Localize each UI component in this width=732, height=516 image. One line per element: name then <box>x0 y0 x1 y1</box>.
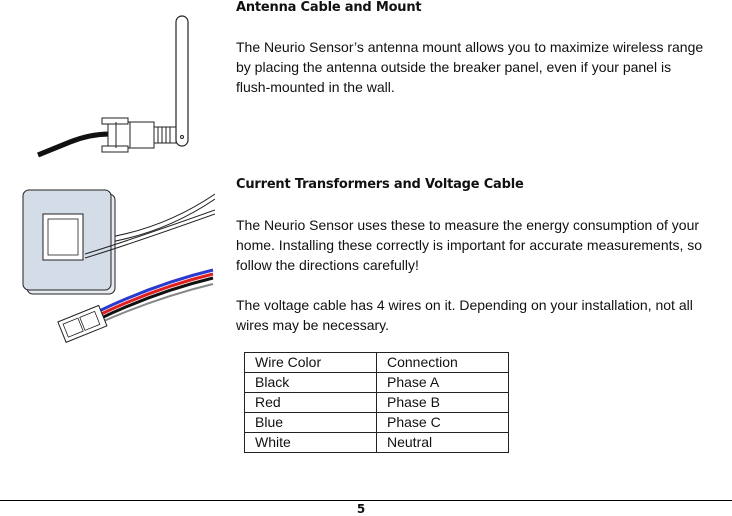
antenna-illustration <box>30 10 210 160</box>
connection-cell: Phase A <box>377 373 509 393</box>
connection-cell: Phase B <box>377 393 509 413</box>
voltage-cable-paragraph: The voltage cable has 4 wires on it. Depending on your installation, not all wires may be necessary. <box>236 297 693 333</box>
wire-color-cell: Black <box>245 373 377 393</box>
table-row <box>245 433 509 453</box>
header-connection: Connection <box>377 353 509 373</box>
table-header-row <box>245 353 509 373</box>
antenna-paragraph: The Neurio Sensor’s antenna mount allows you to maximize wireless range by placing the antenna outside the breaker panel, even if your panel is flush-mounted in the wall. <box>236 39 704 95</box>
ct-paragraph: The Neurio Sensor uses these to measure the energy consumption of your home. Installing these correctly is important for accurate measurements, so follow the directions carefully! <box>236 217 703 273</box>
connection-cell: Neutral <box>377 433 509 453</box>
ct-heading: Current Transformers and Voltage Cable <box>236 177 524 192</box>
table-row <box>245 393 509 413</box>
wire-color-cell: White <box>245 433 377 453</box>
antenna-heading: Antenna Cable and Mount <box>236 0 422 15</box>
table-row <box>245 373 509 393</box>
footer-divider <box>0 500 732 501</box>
table-row <box>245 413 509 433</box>
header-wire-color: Wire Color <box>245 353 377 373</box>
wire-color-cell: Blue <box>245 413 377 433</box>
current-transformer-illustration <box>15 180 215 345</box>
connection-cell: Phase C <box>377 413 509 433</box>
page-number: 5 <box>356 502 366 516</box>
wire-color-cell: Red <box>245 393 377 413</box>
wire-table <box>244 352 509 453</box>
